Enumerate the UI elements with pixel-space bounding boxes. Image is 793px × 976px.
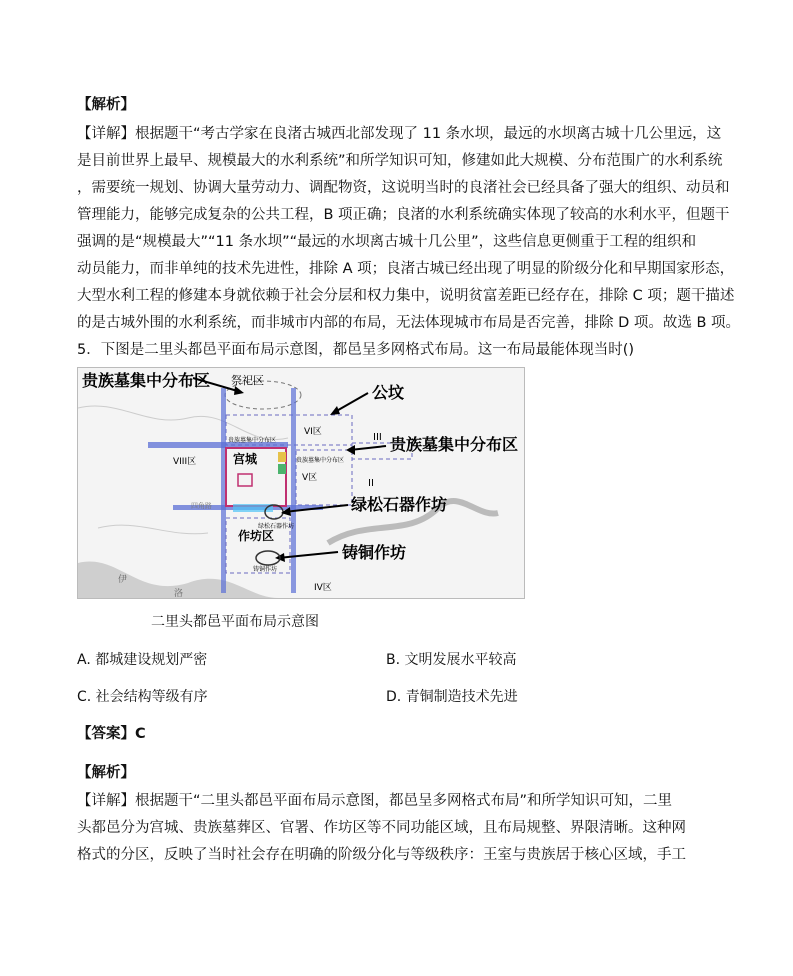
label-zone-v: V区	[302, 473, 318, 483]
analysis-line-2: 是目前世界上最早、规模最大的水利系统”和所学知识可知，修建如此大规模、分布范围广的水利系统	[77, 153, 723, 169]
label-zone-small-2: 贵族墓集中分布区	[296, 457, 345, 464]
label-noble-tombs-right: 贵族墓集中分布区	[390, 435, 519, 454]
map-drawing	[78, 368, 524, 598]
analysis2-line-3: 格式的分区，反映了当时社会存在明确的阶级分化与等级秩序：王室与贵族居于核心区域，手工	[77, 847, 686, 863]
label-palace: 宫城	[233, 452, 258, 466]
label-workshop-area: 作坊区	[238, 529, 275, 543]
label-bronze: 铸铜作坊	[342, 543, 407, 562]
analysis-header: 【解析】	[77, 97, 135, 113]
analysis-line-8: 的是古城外围的水利系统，而非城市内部的布局，无法体现城市布局是否完善，排除 D 项。故选 B 项。	[77, 315, 741, 331]
option-d: D. 青铜制造技术先进	[386, 689, 518, 705]
label-river-2: 洛	[174, 589, 184, 598]
label-river-1: 伊	[118, 575, 128, 585]
arrow-head	[330, 406, 340, 415]
arrow-head	[346, 445, 355, 455]
road-vertical-right	[291, 388, 296, 593]
analysis-line-3: ，需要统一规划、协调大量劳动力、调配物资，这说明当时的良渚社会已经具备了强大的组织、动员和	[77, 180, 730, 196]
label-zone-iii: III	[373, 432, 382, 443]
option-b: B. 文明发展水平较高	[386, 652, 517, 668]
map-caption: 二里头都邑平面布局示意图	[151, 614, 319, 630]
arrow-head	[234, 386, 244, 395]
label-zone-iv: IV区	[314, 583, 332, 593]
analysis2-line-1: 【详解】根据题干“二里头都邑平面布局示意图，都邑呈多网格式布局”和所学知识可知，二里	[77, 793, 673, 809]
marker-green	[278, 464, 286, 474]
label-zone-small-1: 贵族墓集中分布区	[228, 437, 277, 444]
label-public-tomb: 公坟	[372, 383, 405, 402]
label-road: 四角路	[191, 502, 212, 510]
label-turquoise: 绿松石器作坊	[351, 495, 448, 514]
answer: 【答案】C	[77, 726, 146, 742]
analysis-line-1: 【详解】根据题干“考古学家在良渚古城西北部发现了 11 条水坝，最远的水坝离古城十几公里远，这	[77, 126, 722, 142]
marker-yellow	[278, 452, 286, 462]
palace-building	[238, 474, 252, 486]
option-c: C. 社会结构等级有序	[77, 689, 208, 705]
label-zone-ii: II	[368, 478, 374, 489]
label-noble-tombs-left: 贵族墓集中分布区	[82, 371, 211, 390]
label-sacrifice: 祭祀区	[231, 374, 264, 387]
label-bronze-small: 铸铜作坊	[253, 566, 278, 573]
erlitou-map-figure	[77, 367, 525, 599]
analysis-line-7: 大型水利工程的修建本身就依赖于社会分层和权力集中，说明贫富差距已经存在，排除 C 项；题干描述	[77, 288, 735, 304]
analysis-header-2: 【解析】	[77, 765, 135, 781]
question-stem: 5．下图是二里头都邑平面布局示意图，都邑呈多网格式布局。这一布局最能体现当时()	[77, 342, 635, 358]
option-a: A. 都城建设规划严密	[77, 652, 208, 668]
label-zone-viii: VIII区	[173, 457, 197, 467]
label-zone-vi: VI区	[304, 427, 322, 437]
arrow-line	[350, 446, 386, 450]
analysis-line-6: 动员能力，而非单纯的技术先进性，排除 A 项；良渚古城已经出现了明显的阶级分化和早期国家形态，	[77, 261, 735, 277]
analysis-line-4: 管理能力，能够完成复杂的公共工程，B 项正确；良渚的水利系统确实体现了较高的水利水平，但题干	[77, 207, 730, 223]
label-turquoise-small: 绿松石器作坊	[258, 523, 295, 530]
arrow-line	[278, 552, 338, 558]
analysis2-line-2: 头都邑分为宫城、贵族墓葬区、官署、作坊区等不同功能区域，且布局规整、界限清晰。这种网	[77, 820, 686, 836]
terrain-line	[98, 525, 208, 534]
analysis-line-5: 强调的是“规模最大”“11 条水坝”“最远的水坝离古城十几公里”，这些信息更侧重于工程的组织和	[77, 234, 697, 250]
terrain-line	[78, 406, 288, 440]
